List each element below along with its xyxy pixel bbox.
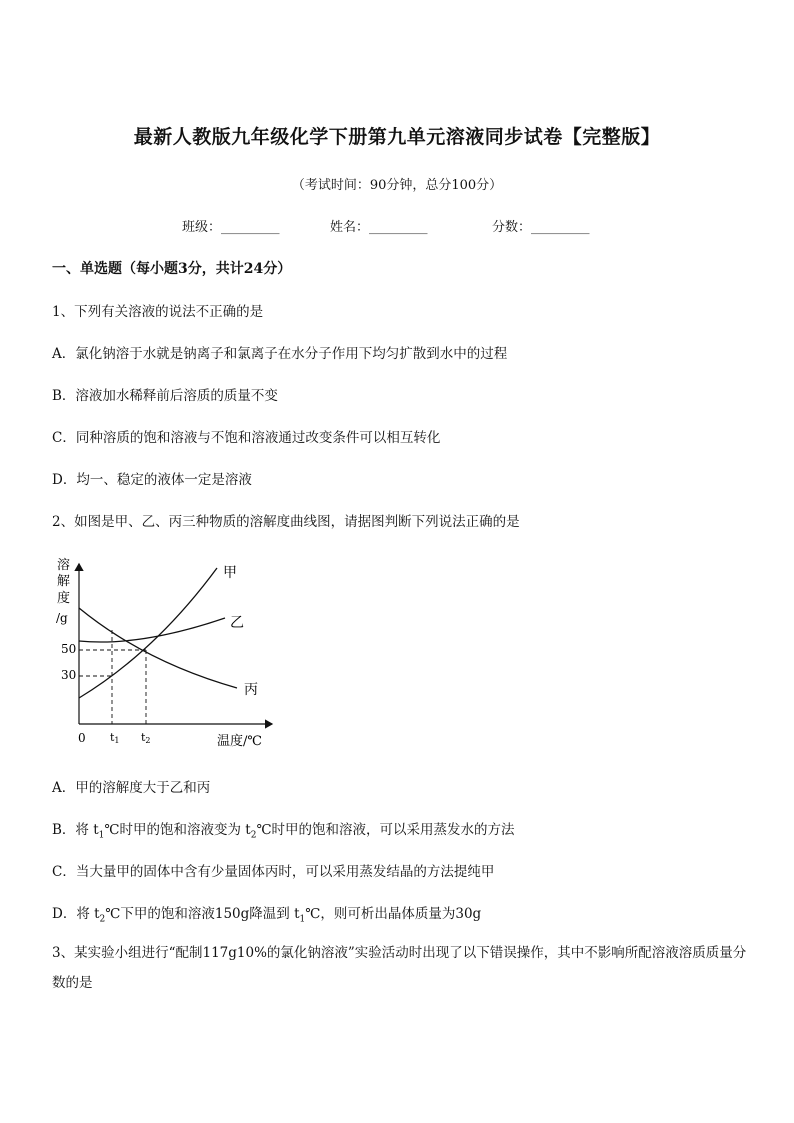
question-1-option-a[interactable]: A．氯化钠溶于水就是钠离子和氯离子在水分子作用下均匀扩散到水中的过程 xyxy=(52,346,508,362)
series-yi-curve xyxy=(79,618,225,642)
y-axis-label-2: 解 xyxy=(57,574,71,589)
solubility-chart xyxy=(50,552,290,752)
question-3-stem: 3、某实验小组进行“配制117g10%的氯化钠溶液”实验活动时出现了以下错误操作，其中不影响所配溶液溶质质量分数的是 xyxy=(52,945,747,991)
question-2-option-d[interactable]: D．将 $t_2℃$下甲的饱和溶液150g降温到 $t_1℃$，则可析出晶体质量为30g xyxy=(52,906,482,925)
x-axis-label: 温度/℃ xyxy=(217,734,262,749)
y-tick-50: 50 xyxy=(61,642,77,656)
series-yi-label: 乙 xyxy=(230,615,244,631)
question-2-option-c[interactable]: C．当大量甲的固体中含有少量固体丙时，可以采用蒸发结晶的方法提纯甲 xyxy=(52,864,495,880)
x-tick-t2: t2 xyxy=(141,731,151,745)
x-tick-t1: t1 xyxy=(110,731,120,745)
series-jia-curve xyxy=(79,568,217,698)
y-axis-label-1: 溶 xyxy=(57,558,71,573)
score-field[interactable]: 分数：_________ xyxy=(492,220,590,235)
question-2-option-a[interactable]: A．甲的溶解度大于乙和丙 xyxy=(52,780,211,796)
origin-label: 0 xyxy=(78,731,86,745)
class-field[interactable]: 班级：_________ xyxy=(182,220,280,235)
name-field[interactable]: 姓名：_________ xyxy=(330,220,428,235)
question-1-option-d[interactable]: D．均一、稳定的液体一定是溶液 xyxy=(52,472,252,488)
question-1-option-c[interactable]: C．同种溶质的饱和溶液与不饱和溶液通过改变条件可以相互转化 xyxy=(52,430,441,446)
question-2-option-b[interactable]: B．将 $t_1℃$时甲的饱和溶液变为 $t_2℃$时甲的饱和溶液，可以采用蒸发水的方法 xyxy=(52,822,515,841)
y-axis-label-3: 度 xyxy=(57,591,71,606)
section-heading: 一、单选题（每小题3分，共计24分） xyxy=(52,261,292,277)
y-axis-label-4: /g xyxy=(56,611,68,625)
question-2-stem: 2、如图是甲、乙、丙三种物质的溶解度曲线图，请据图判断下列说法正确的是 xyxy=(52,514,520,530)
series-jia-label: 甲 xyxy=(223,565,237,581)
series-bing-label: 丙 xyxy=(244,682,258,698)
page-title: 最新人教版九年级化学下册第九单元溶液同步试卷【完整版】 xyxy=(133,126,661,148)
y-tick-30: 30 xyxy=(61,668,77,682)
question-1-stem: 1、下列有关溶液的说法不正确的是 xyxy=(52,304,264,320)
question-1-option-b[interactable]: B．溶液加水稀释前后溶质的质量不变 xyxy=(52,388,278,404)
exam-subtitle: （考试时间：90分钟，总分100分） xyxy=(291,178,503,193)
